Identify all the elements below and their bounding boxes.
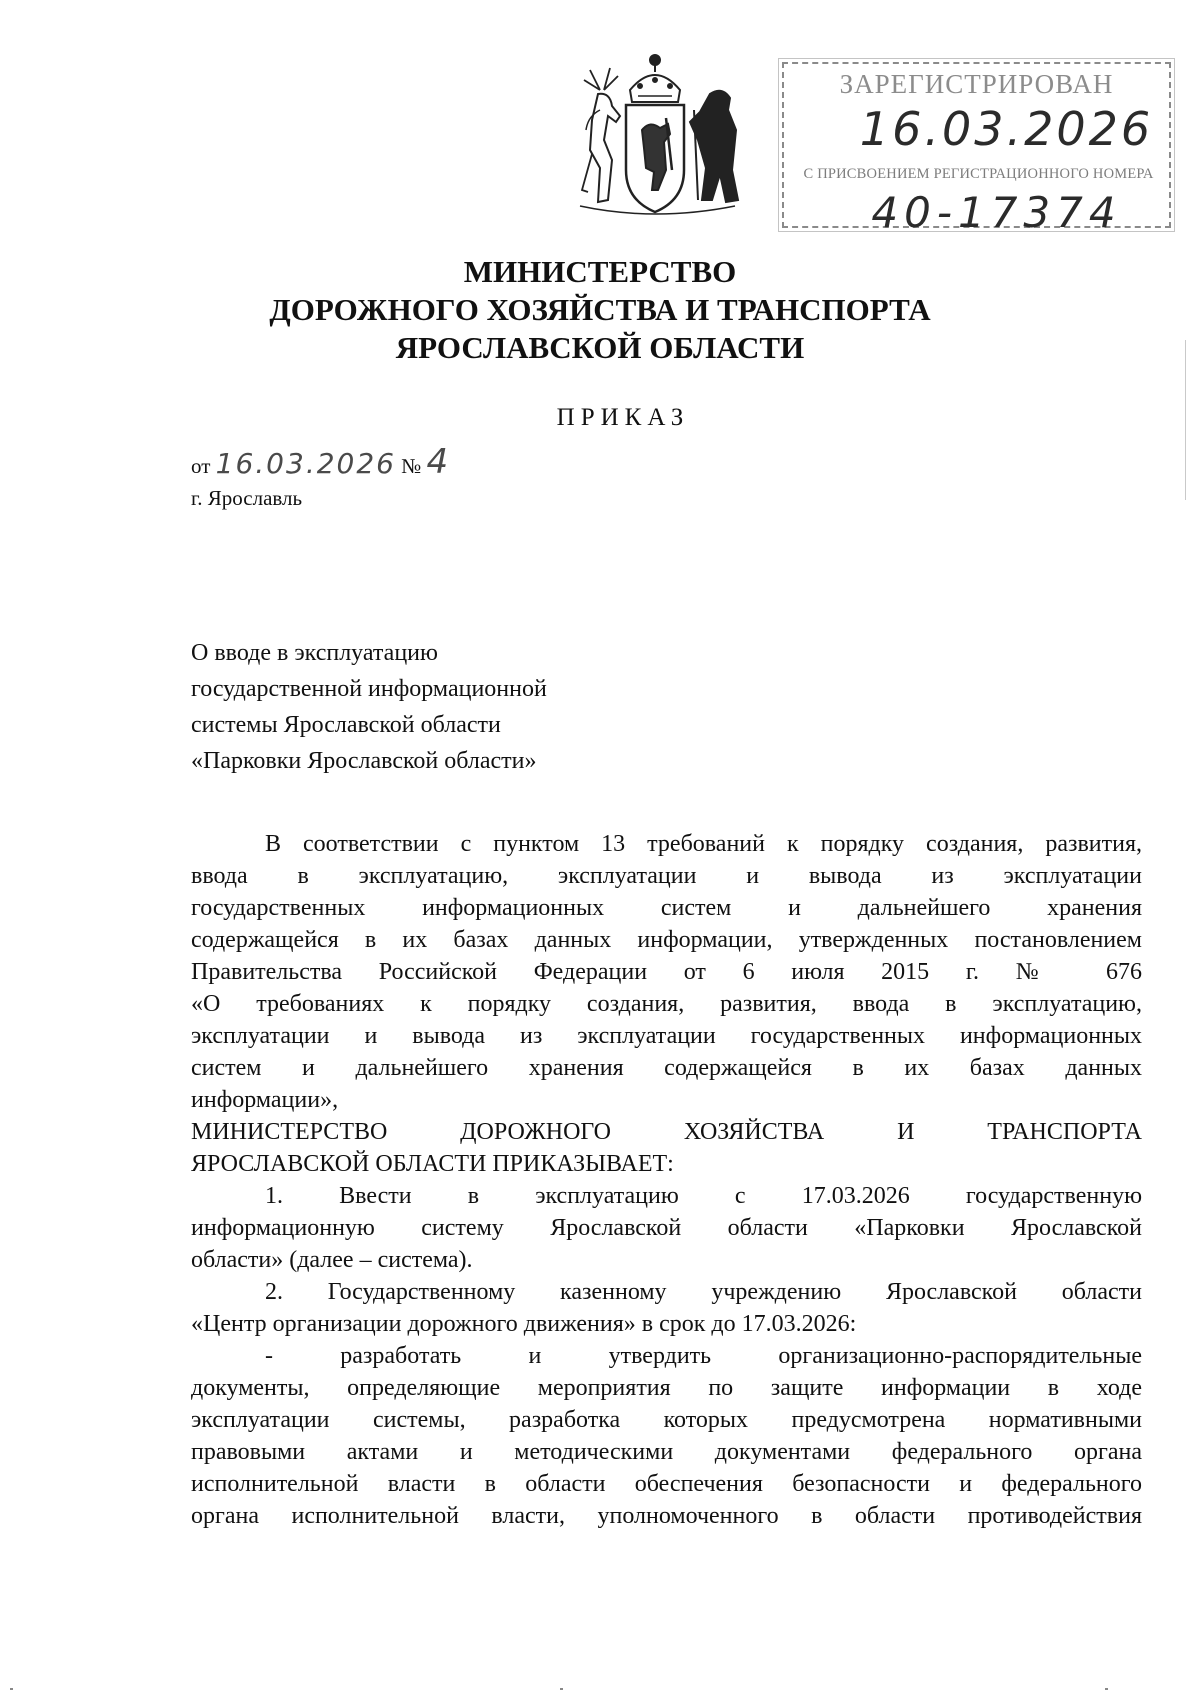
body-line: В соответствии с пунктом 13 требований к порядку создания, развития, <box>265 831 1142 857</box>
body-line: эксплуатации системы, разработка которых предусмотрена нормативными <box>191 1407 1142 1433</box>
ministry-heading-line: МИНИСТЕРСТВО <box>463 254 737 289</box>
subject-line: «Парковки Ярославской области» <box>191 748 537 774</box>
body-line: правовыми актами и методическими документами федерального органа <box>191 1439 1142 1465</box>
body-line: «Центр организации дорожного движения» в срок до 17.03.2026: <box>191 1311 857 1337</box>
body-line: ЯРОСЛАВСКОЙ ОБЛАСТИ ПРИКАЗЫВАЕТ: <box>191 1151 674 1177</box>
body-line: государственных информационных систем и дальнейшего хранения <box>191 895 1142 921</box>
subject-line: О вводе в эксплуатацию <box>191 640 438 666</box>
stamp-caption: С ПРИСВОЕНИЕМ РЕГИСТРАЦИОННОГО НОМЕРА <box>803 166 1154 182</box>
body-line: информации», <box>191 1087 339 1113</box>
ministry-heading-line: ДОРОЖНОГО ХОЗЯЙСТВА И ТРАНСПОРТА <box>269 292 931 327</box>
body-line: 1. Ввести в эксплуатацию с 17.03.2026 государственную <box>265 1183 1142 1209</box>
body-line: МИНИСТЕРСТВО ДОРОЖНОГО ХОЗЯЙСТВА И ТРАНСПОРТА <box>191 1119 1142 1145</box>
scan-artifact-speck <box>560 1688 563 1690</box>
order-number: 4 <box>426 442 449 482</box>
body-line: Правительства Российской Федерации от 6 июля 2015 г. № 676 <box>191 959 1142 985</box>
order-subject <box>191 635 547 779</box>
order-number-label: № <box>401 454 422 478</box>
order-date: 16.03.2026 <box>215 447 396 480</box>
order-body <box>191 828 1142 1532</box>
ministry-heading <box>0 253 1200 367</box>
body-line: ввода в эксплуатацию, эксплуатации и вывода из эксплуатации <box>191 863 1142 889</box>
body-line: - разработать и утвердить организационно-распорядительные <box>265 1343 1142 1369</box>
body-line: систем и дальнейшего хранения содержащейся в их базах данных <box>191 1055 1142 1081</box>
body-line: содержащейся в их базах данных информации, утвержденных постановлением <box>191 927 1142 953</box>
body-line: «О требованиях к порядку создания, развития, ввода в эксплуатацию, <box>191 991 1142 1017</box>
scan-artifact-speck <box>10 1688 13 1690</box>
body-line: эксплуатации и вывода из эксплуатации государственных информационных <box>191 1023 1142 1049</box>
stamp-registration-date: 16.03.2026 <box>859 102 1154 156</box>
order-title: ПРИКАЗ <box>556 404 690 431</box>
order-city: г. Ярославль <box>191 486 303 510</box>
ministry-heading-line: ЯРОСЛАВСКОЙ ОБЛАСТИ <box>395 330 805 365</box>
body-line: области» (далее – система). <box>191 1247 473 1273</box>
body-line: исполнительной власти в области обеспечения безопасности и федерального <box>191 1471 1142 1497</box>
body-line: документы, определяющие мероприятия по защите информации в ходе <box>191 1375 1142 1401</box>
subject-line: системы Ярославской области <box>191 712 501 738</box>
body-line: информационную систему Ярославской области «Парковки Ярославской <box>191 1215 1142 1241</box>
body-line: органа исполнительной власти, уполномоченного в области противодействия <box>191 1503 1142 1529</box>
body-line: 2. Государственному казенному учреждению Ярославской области <box>265 1279 1142 1305</box>
stamp-title: ЗАРЕГИСТРИРОВАН <box>839 69 1114 99</box>
order-date-number <box>191 442 449 483</box>
coat-of-arms-emblem <box>560 50 750 225</box>
stamp-registration-number: 40-17374 <box>871 188 1122 237</box>
order-from-label: от <box>191 454 211 478</box>
scan-artifact-line <box>1185 340 1186 500</box>
subject-line: государственной информационной <box>191 676 547 702</box>
registration-stamp <box>782 62 1171 237</box>
scan-artifact-speck <box>1105 1688 1108 1690</box>
